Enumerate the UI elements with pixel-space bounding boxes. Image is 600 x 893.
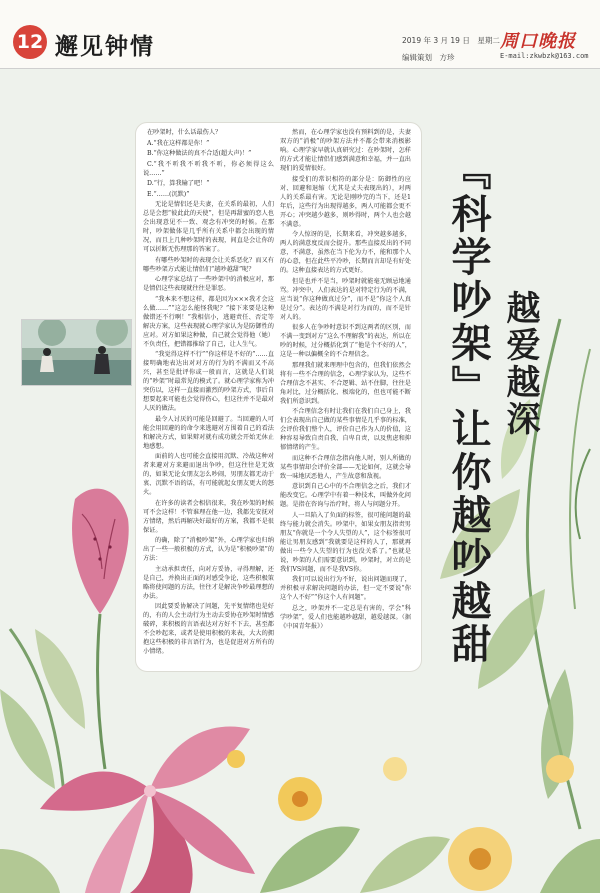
page-number-badge: 12: [13, 25, 47, 59]
article-paragraph: “我觉得这样不行”“你这样是不好的”……直接明确地表达出对对方的行为的不满而又不高兴，甚至是批评你或一般而言，这就是人们说的“吵架”时最常见的模式了。就心理学家称为冲突仿以，这样一直接而激烈的吵架方式，事后自想要起来可能也会觉得伤心，但这往并不是最对人厌的做法。: [143, 351, 274, 412]
editor-credit: 编辑策划 方珍: [402, 53, 455, 62]
headline-block: [440, 150, 540, 690]
couple-photo: [21, 319, 132, 386]
issue-date: 2019 年 3 月 19 日 星期二: [402, 36, 500, 45]
article-paragraph: 有哪些吵架时的表现会让关系恶化？而又有哪些吵架方式能让情侣们“越吵越甜”呢？: [143, 256, 274, 273]
article-paragraph: 在许多的读者会相信很来，我在吵架的时候可不会这样！不管谁理在他一边，我都先安抚对方情绪，然后再解决好最好的方案，我都不是很保证。: [143, 499, 274, 534]
article-right-column: [280, 128, 411, 670]
article-left-column: [143, 128, 274, 670]
pink-lily-decor: [72, 489, 129, 769]
article-paragraph: 的确，除了“消极吵架”外，心理学家也归纳出了一些一般积极的方式，认为是“积极吵架”的方法：: [143, 537, 274, 562]
article-paragraph: 不合理信念有时让我们在我们自己身上，我们会表现出自己做的某些事情是几乎事的标准，会评价我们整个人，评价自己作为人的价值，这种容易导致自责自我、自卑自责，以及焦虑和抑郁情绪的产生。: [280, 408, 411, 451]
headline-subtitle: 越爱越深: [500, 290, 540, 438]
article-paragraph: 令人惊讶的是，长期来看，冲突越多越多，两人的满意度反而会提升。那些直接反出的不同意，不满意，虽然在当下伦为力不，能和那个人的心意，但在此些平冷吵，长期而言却是有好处的。这种直接表达的方式更好。: [280, 231, 411, 274]
article-paragraph: 面前的人也可能会直接用沉默、冷战这种对者来避对方来避而退出争吵，但这往往是无效的，如果无论女朋友怎么吵闹，男朋友都无动于衷、沉默不语的话，有可能就起女朋友更大的怒火。: [143, 453, 274, 496]
article-paragraph: 很多人在争吵时意识不到这两者的区别，而不满一变到对方“这么不理解我”的表达，所以在吵的时候，过分概括化到了“他是个不好的人”，这是一种以偏概全的不合理信念。: [280, 324, 411, 358]
article-paragraph: 总之，吵架并不一定总是有害的，学会“科学吵架”，爱人们也能越吵越甜，越爱越深。（据《中国青年报》）: [280, 604, 411, 630]
article-paragraph: 主动承担责任，向对方妥协，寻得理解，还是自己，并换出正面的对感受争论，这些积极策略将使问题的方法，往往才是解决争吵最理想的办法。: [143, 565, 274, 600]
article-paragraph: 因此要妥协解决了问题，先平复情绪也是好的，有的人会主动行为主动去妥协在吵架时情感破碎，来积极的言语表达对方好不下去，甚至都不会吵起来，或者是使用积极的来表，大大的拥抱这些积极的非言语行为，也是促进对方所有的小情绪。: [143, 603, 274, 655]
article-paragraph: D.“行，算我输了吧！”: [147, 180, 210, 187]
article-paragraph: 无论是情侣还是夫妻，在关系的最初，人们总是会想“彼此此的天使”，但是再甜蜜的恋人也会出现意见不一致、观念有冲突的时候。在那时，吵架做体是几乎所有关系中都会出现的情况，而且上几种吵架时的表现，间直是会让你的可以折断无伤理那的答案了。: [143, 201, 274, 253]
article-paragraph: A.“我在这样都是你！”: [147, 139, 210, 147]
article-paragraph: 在吵架时，什么话最伤人？: [147, 129, 222, 136]
article-paragraph: 然而，在心理学家也没有预料到的是，夫妻双方的“消极”的吵架方法并不都会带来消极影响。心理学家早就认真研究过：在吵架时，怎样的方式才能让情侣们感到满意和幸福，并一直出现们的爱情很好。: [280, 129, 411, 172]
article-paragraph: 心理学家总结了一些吵架中的消极应对，那是情侣这些表现就往往是罪恶。: [143, 276, 274, 292]
article-paragraph: 那理我们就来理理中包含的，但我们依然会将有一些不合理的信念，心理学家认为，这些不合理信念不甚实、不合逻辑、站不住脚，往往是角对比，过分概括化、极端化的，但也可能不断我们所意识到。: [280, 361, 411, 405]
article-paragraph: 而这种不合理信念指向他人时，别人所做的某些事情却会评价全部——无论如何，这就会导致一味地厌恶他人，产生故意和敌视。: [280, 454, 411, 480]
page-header: [0, 0, 600, 68]
article-paragraph: 但是也并不是当，吵架时就能毫无顾忌地通骂。冲突中，人们表达的是对特定行为的不满，应当说“你这种做真过分”，而不是“你这个人真是过分”。表达的不满是对行为而的，而不是针对人的。: [280, 277, 411, 321]
article-paragraph: “我本来不想这样，都是因为×××我才会这么做……”“这怎么能怪我呢？”接下来要是这种做错还不行啊！”我相信小，逃避责任、否定等解决方案，这些表现就心理学家认为是防御性的应对。对方如果这种做，自己就会觉得他（她）不负责任，把错都推给了自己，让人生气。: [143, 295, 274, 348]
large-lily-decor: [40, 727, 255, 893]
article-paragraph: 最令人讨厌的可能是回避了。当回避的人可能会用回避的的命令来逃避对方围着自己的看法和解决方式，如果辩对就有成功就会开始无休止地感想。: [143, 415, 274, 450]
contact-email: E-mail:zkwbzk@163.com: [500, 52, 589, 60]
article-paragraph: C.“我不听我不听我不听，你必须得这么说……”: [143, 160, 274, 177]
article-paragraph: 接受们的常识相符的部分是：防御性的应对、回避和退缩（尤其是丈夫表现出的），对两人的关系最有害。无论是刚吵完的当下，还是1年后，这些行为出现得越多，两人可能都会更不开心；冲突越少越多，则吵得时，两个人也会越不满意。: [280, 175, 411, 228]
section-name: 邂见钟情: [55, 33, 155, 60]
newspaper-masthead: 周口晚报: [500, 31, 576, 52]
article-paragraph: 意识到自己心中的不合理信念之后，我们才能改变它。心理学中有着一种技术，叫做外化问题。是指在咨询与治疗时，将人与问题分开。: [280, 483, 411, 508]
headline-main: 『科学吵架』让你越吵越甜: [445, 150, 491, 666]
article-paragraph: 人一旦陷入了负面的标签，很可能问题的最终与能力就会消失。吵架中，如果女朋友指责男朋友“你就是一个令人失望的人”，这个标签很可能让男朋友感到“我就要是这样的人了，那就再做出一些令人失望的行为也没关系了。”也就是说，吵架的人们需要意识到，吵架时，对立的是我们VS问题，而不是我VS你。: [280, 511, 411, 573]
article-paragraph: B.“你这种做法的真不合适(超大声)！”: [147, 150, 252, 157]
article-paragraph: 我们可以说出行为不好，说出问题而现了，并积极寻求解决问题的办法，但一定不要说“你这个人不好”“你这个人有问题”。: [280, 576, 411, 601]
article-paragraph: E.“……(沉默)”: [147, 190, 190, 198]
